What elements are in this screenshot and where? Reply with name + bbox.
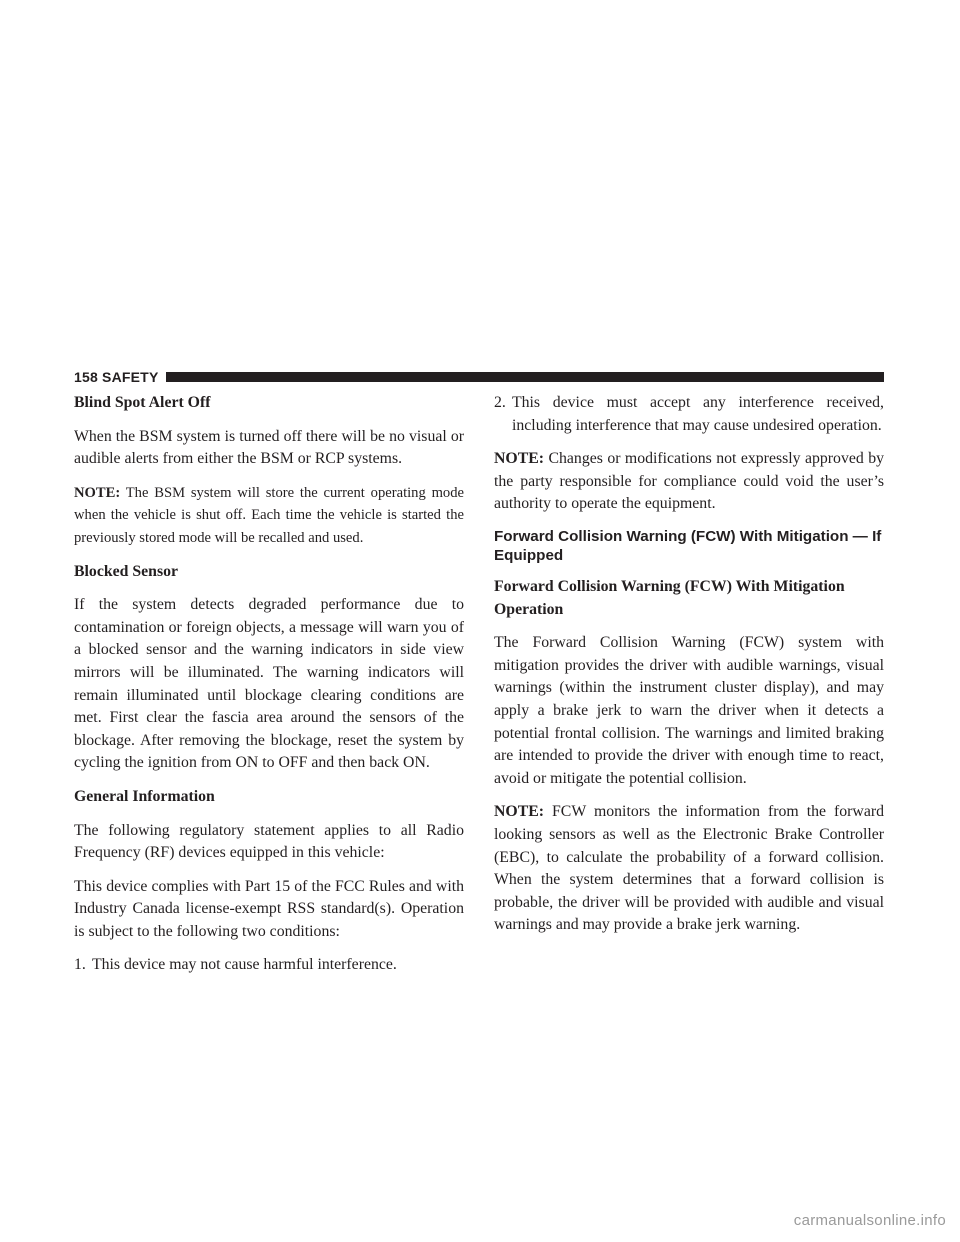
general-information-body-2: This device complies with Part 15 of the FCC Rules and with Industry Canada license-exempt RSS standard(s). Operation is subject to the following two conditions: xyxy=(74,877,464,940)
fcw-section-heading: Forward Collision Warning (FCW) With Mitigation — If Equipped xyxy=(494,527,882,564)
note-text: The BSM system will store the current operating mode when the vehicle is shut off. Each time the vehicle is started the previously stored mode will be recalled and used. xyxy=(74,484,464,546)
condition-list-item-1 xyxy=(74,954,464,977)
blocked-sensor-heading: Blocked Sensor xyxy=(74,562,179,580)
note-label: NOTE: xyxy=(74,484,121,501)
condition-list-item-2 xyxy=(494,392,884,437)
note-text: FCW monitors the information from the forward looking sensors as well as the Electronic Brake Controller (EBC), to calculate the probability of a forward collision. When the system determines that a forward collision is probable, the driver will be provided with audible and visual warnings and may provide a brake jerk warning. xyxy=(494,803,884,934)
fcw-operation-body: The Forward Collision Warning (FCW) system with mitigation provides the driver with audible warnings, visual warnings (within the instrument cluster display), and may apply a brake jerk to warn the driver when it detects a potential frontal collision. The warnings and limited braking are intended to provide the driver with enough time to react, avoid or mitigate the potential collision. xyxy=(494,634,884,787)
note-text: Changes or modifications not expressly approved by the party responsible for compliance could void the user’s authority to operate the equipment. xyxy=(494,450,884,513)
list-number: 2. xyxy=(494,394,506,411)
bsm-note xyxy=(74,482,464,550)
left-column xyxy=(74,392,464,988)
fcw-note xyxy=(494,801,884,937)
general-information-body-1: The following regulatory statement applies to all Radio Frequency (RF) devices equipped in this vehicle: xyxy=(74,821,464,862)
watermark-text: carmanualsonline.info xyxy=(793,1212,946,1229)
list-number: 1. xyxy=(74,956,86,974)
list-text: This device may not cause harmful interference. xyxy=(92,956,397,974)
header-rule-bar xyxy=(166,372,884,382)
blind-spot-alert-off-body: When the BSM system is turned off there will be no visual or audible alerts from either the BSM or RCP systems. xyxy=(74,427,464,468)
page-number-section-label: 158 SAFETY xyxy=(74,369,159,385)
list-text: This device must accept any interference received, including interference that may cause undesired operation. xyxy=(512,394,884,434)
blind-spot-alert-off-heading: Blind Spot Alert Off xyxy=(74,394,211,411)
right-column xyxy=(494,392,884,948)
blocked-sensor-body: If the system detects degraded performance due to contamination or foreign objects, a message will warn you of a blocked sensor and the warning indicators in side view mirrors will be illuminated. The warning indicators will remain illuminated until blockage clearing conditions are met. First clear the fascia area around the sensors of the blockage. After removing the blockage, reset the system by cycling the ignition from ON to OFF and then back ON. xyxy=(74,596,464,772)
general-information-heading: General Information xyxy=(74,787,215,805)
fcw-operation-heading: Forward Collision Warning (FCW) With Mitigation Operation xyxy=(494,577,845,618)
changes-note xyxy=(494,448,884,516)
page-header xyxy=(74,367,884,387)
note-label: NOTE: xyxy=(494,803,545,821)
note-label: NOTE: xyxy=(494,450,545,468)
